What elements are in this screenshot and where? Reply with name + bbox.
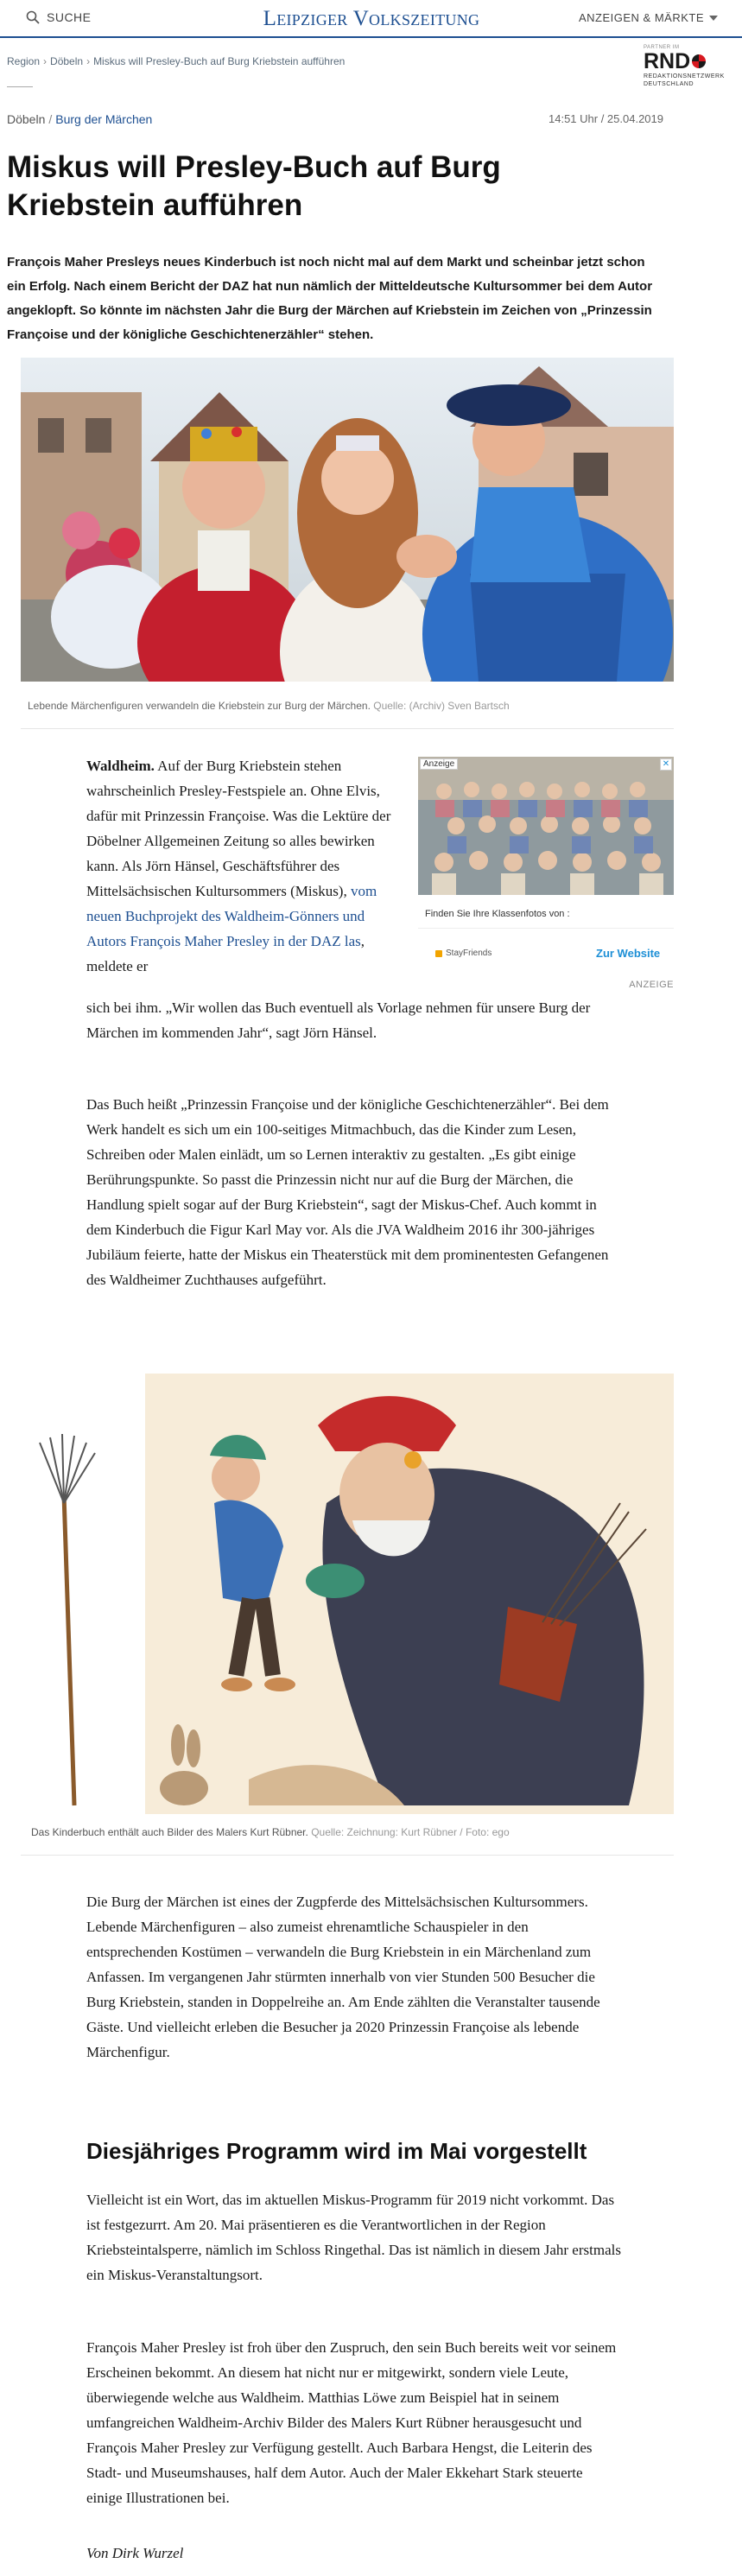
ad-label: Anzeige [420, 758, 458, 770]
breadcrumb-region[interactable]: Region [7, 55, 41, 67]
hero-image[interactable] [21, 358, 674, 682]
ad-brand-text: StayFriends [446, 949, 492, 958]
article-paragraph [86, 753, 394, 979]
divider [21, 728, 674, 729]
rnd-sub1: REDAKTIONSNETZWERK [644, 73, 725, 79]
rnd-sub2: DEUTSCHLAND [644, 81, 694, 87]
illustration-drawing [24, 1374, 674, 1814]
rnd-mark: RND [644, 49, 691, 73]
article-link[interactable]: vom neuen Buchprojekt des Waldheim-Gönners und Autors François Maher Presley in der DAZ las [86, 883, 377, 949]
paragraph-text: Auf der Burg Kriebstein stehen wahrscheinlich Presley-Festspiele an. Ohne Elvis, dafür mit Prinzessin Françoise. Was die Lektüre der Döbelner Allgemeinen Zeitung so alles bewirken kann. Als Jörn Hänsel, Geschäftsführer des Mittelsächsischen Kultursommers (Miskus), [86, 758, 391, 899]
article-meta [7, 112, 663, 126]
article-paragraph: François Maher Presley ist froh über den Zuspruch, den sein Buch bereits weit vor seinem Erscheinen bekommt. An diesem hat nicht nur er mitgewirkt, sondern viele Leute, überwiegende welche aus Waldheim. Matthias Löwe zum Beispiel hat in seinem umfangreichen Waldheim-Archiv Bilder des Malers Kurt Rübner herausgesucht und François Maher Presley zur Verfügung gestellt. Auch Barbara Hengst, die Leiterin des Stadt- und Museumshauses, half dem Autor. Auch der Maler Ekkehart Stark steuerte einige Illustrationen bei. [86, 2339, 617, 2506]
search-icon [26, 10, 40, 24]
article-lead: François Maher Presleys neues Kinderbuch ist noch nicht mal auf dem Markt und scheinbar jetzt schon ein Erfolg. Nach einem Bericht der DAZ hat nun nämlich der Mitteldeutsche Kultursommer bei dem Autor angeklopft. So könnte im nächsten Jahr die Burg der Märchen auf Kriebstein im Zeichen von „Prinzessin Françoise und der königliche Geschichtenerzähler“ stehen. [7, 255, 653, 342]
class-photo [418, 757, 674, 895]
breadcrumb-current: Miskus will Presley-Buch auf Burg Kriebstein aufführen [93, 55, 346, 67]
illustration-caption-source: Quelle: Zeichnung: Kurt Rübner / Foto: ego [311, 1826, 510, 1838]
hero-caption [28, 700, 510, 712]
rnd-dot-icon [692, 54, 706, 68]
divider [7, 86, 33, 87]
ad-image[interactable] [418, 757, 674, 895]
ad-cta-link[interactable]: Zur Website [596, 947, 661, 960]
article-author: Von Dirk Wurzel [86, 2545, 184, 2561]
paragraph-tail: , meldete er [86, 933, 365, 974]
article-subheading: Diesjähriges Programm wird im Mai vorgestellt [86, 2138, 587, 2164]
illustration-image[interactable] [24, 1374, 674, 1814]
top-bar [0, 0, 742, 38]
ad-anzeige-label: ANZEIGE [629, 980, 674, 990]
breadcrumb-sep: › [43, 55, 48, 67]
breadcrumb [7, 55, 345, 67]
meta-place[interactable]: Döbeln [7, 112, 46, 126]
stayfriends-logo-icon [435, 950, 442, 957]
article-title: Miskus will Presley-Buch auf Burg Kriebstein aufführen [7, 150, 501, 222]
meta-category[interactable]: Burg der Märchen [55, 112, 153, 126]
search-button[interactable] [26, 10, 92, 24]
article-paragraph: sich bei ihm. „Wir wollen das Buch eventuell als Vorlage nehmen für unsere Burg der Märchen im kommenden Jahr“, sagt Jörn Hänsel. [86, 999, 591, 1041]
dateline: Waldheim. [86, 758, 155, 774]
article-paragraph: Das Buch heißt „Prinzessin Françoise und der königliche Geschichtenerzähler“. Bei dem Werk handelt es sich um ein 100-seitiges Mitmachbuch, das die Kinder zum Lesen, Schreiben oder Malen einlädt, um so Lernen interaktiv zu gestalten. „Es gibt einige Berührungspunkte. So passt die Prinzessin nicht nur auf die Burg der Märchen, die Handlung spielt sogar auf der Burg Kriebstein“, sagt der Miskus-Chef. Auch kommt in dem Kinderbuch die Figur Karl May vor. Als die JVA Waldheim 2016 ihr 300-jähriges Jubiläum feierte, hatte der Miskus ein Theaterstück mit dem prominentesten Gefangenen des Waldheimer Zuchthauses aufgeführt. [86, 1096, 609, 1288]
ad-brand [435, 949, 491, 958]
divider [418, 928, 674, 929]
illustration-caption-text: Das Kinderbuch enthält auch Bilder des Malers Kurt Rübner. [31, 1826, 308, 1838]
hero-caption-source: Quelle: (Archiv) Sven Bartsch [373, 700, 510, 712]
advertisement[interactable] [418, 757, 674, 999]
anzeigen-label: ANZEIGEN & MÄRKTE [578, 11, 704, 24]
breadcrumb-sep: › [86, 55, 91, 67]
illustration-caption [31, 1826, 510, 1838]
search-label: SUCHE [47, 10, 92, 24]
breadcrumb-doebeln[interactable]: Döbeln [50, 55, 84, 67]
hero-caption-text: Lebende Märchenfiguren verwandeln die Kriebstein zur Burg der Märchen. [28, 700, 371, 712]
anzeigen-maerkte-menu[interactable] [579, 11, 718, 24]
chevron-down-icon [709, 16, 718, 21]
meta-sep: / [48, 112, 53, 126]
rnd-partner: PARTNER IM [644, 45, 680, 50]
ad-text: Finden Sie Ihre Klassenfotos von : [425, 909, 570, 919]
site-logo[interactable] [220, 7, 523, 31]
article-paragraph: Die Burg der Märchen ist eines der Zugpferde des Mittelsächsischen Kultursommers. Lebende Märchenfiguren – also zumeist ehrenamtliche Schauspieler in den entsprechenden Kostümen – verwandeln die Burg Kriebstein in ein Märchenland zum Anfassen. Im vergangenen Jahr stürmten innerhalb von vier Stunden 500 Besucher die Burg Kriebstein, standen in Doppelreihe an. Am Ende zählten die Veranstalter tausende Gäste. Und vielleicht erleben die Besucher ja 2020 Prinzessin Françoise als lebende Märchenfigur. [86, 1894, 600, 2060]
rnd-logo[interactable] [644, 45, 730, 88]
article-paragraph: Vielleicht ist ein Wort, das im aktuellen Miskus-Programm für 2019 nicht vorkommt. Das ist festgezurrt. Am 20. Mai präsentieren es die Verantwortlichen in der Region Kriebsteintalsperre, nämlich im Schloss Ringethal. Das ist nämlich in diesem Jahr erstmals ein Miskus-Veranstaltungsort. [86, 2192, 621, 2283]
site-logo-text: Leipziger Volkszeitung [263, 7, 480, 30]
divider [21, 1855, 674, 1856]
meta-time: 14:51 Uhr / 25.04.2019 [549, 112, 663, 125]
ad-close-icon[interactable]: ✕ [660, 758, 672, 771]
hero-photo [21, 358, 674, 682]
